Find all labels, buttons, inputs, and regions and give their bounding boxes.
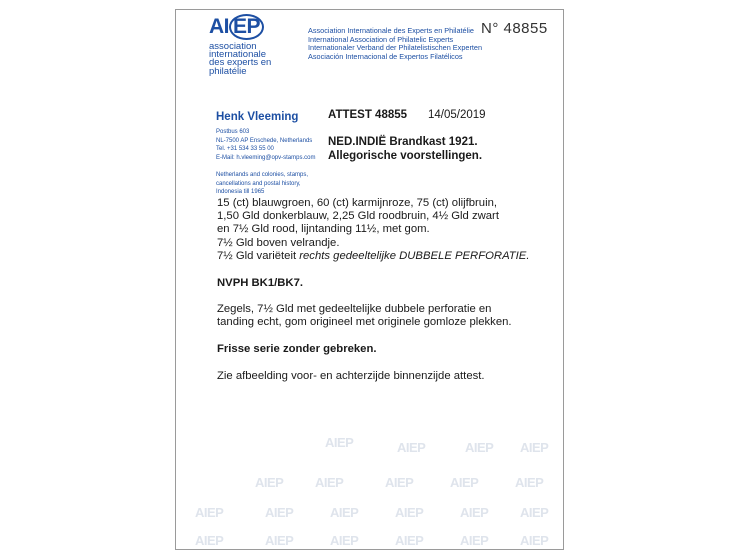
specialty-line: cancellations and postal history, <box>216 180 301 187</box>
watermark-logo: AIEP <box>195 505 224 520</box>
watermark-logo: AIEP <box>520 533 549 548</box>
association-name-en: International Association of Philatelic Experts <box>308 34 454 44</box>
association-names <box>308 27 482 62</box>
specialty-line: Indonesia till 1965 <box>216 189 265 196</box>
opinion-line: tanding echt, gom origineel met originele gomloze plekken. <box>217 316 512 329</box>
issue-title <box>328 135 482 163</box>
watermark-logo: AIEP <box>325 435 354 450</box>
description-line: 1,50 Gld donkerblauw, 2,25 Gld roodbruin, 4½ Gld zwart <box>217 210 499 223</box>
catalogue-reference: NVPH BK1/BK7. <box>217 277 304 289</box>
watermark-logo: AIEP <box>460 505 489 520</box>
logo-sub-line-2: internationale <box>209 49 267 60</box>
expert-address <box>216 128 315 162</box>
watermark-logo: AIEP <box>385 475 414 490</box>
watermark-logo: AIEP <box>315 475 344 490</box>
note: Zie afbeelding voor- en achterzijde binnenzijde attest. <box>217 370 485 382</box>
opinion-line: Zegels, 7½ Gld met gedeeltelijke dubbele perforatie en <box>217 303 492 315</box>
logo-mark-ep: EP <box>229 14 264 40</box>
watermark-logo: AIEP <box>330 505 359 520</box>
watermark-logo: AIEP <box>520 505 549 520</box>
description-line: 15 (ct) blauwgroen, 60 (ct) karmijnroze, 75 (ct) olijfbruin, <box>217 197 498 209</box>
issue-line-1: NED.INDIË Brandkast 1921. <box>328 136 478 148</box>
logo-mark <box>209 14 264 40</box>
watermark-logo: AIEP <box>255 475 284 490</box>
address-line: E-Mail: h.vleeming@opv-stamps.com <box>216 154 316 161</box>
description <box>217 197 529 263</box>
aiep-logo <box>209 14 304 77</box>
opinion <box>217 303 512 329</box>
watermark-pattern <box>175 430 564 550</box>
watermark-logo: AIEP <box>195 533 224 548</box>
expert-specialty <box>216 171 308 197</box>
address-line: Postbus 603 <box>216 129 250 135</box>
watermark-logo: AIEP <box>465 440 494 455</box>
watermark-logo: AIEP <box>520 440 549 455</box>
watermark-logo: AIEP <box>265 533 294 548</box>
association-name-fr: Association Internationale des Experts en Philatélie <box>308 26 474 35</box>
issue-line-2: Allegorische voorstellingen. <box>328 150 483 162</box>
variety-italic-text: rechts gedeeltelijke DUBBELE PERFORATIE. <box>299 249 530 262</box>
watermark-logo: AIEP <box>265 505 294 520</box>
watermark-logo: AIEP <box>460 533 489 548</box>
association-name-es: Asociación Internacional de Expertos Filatélicos <box>308 52 463 62</box>
address-line: NL-7500 AP Enschede, Netherlands <box>216 137 313 144</box>
watermark-logo: AIEP <box>395 505 424 520</box>
watermark-logo: AIEP <box>330 533 359 548</box>
watermark-logo: AIEP <box>397 440 426 455</box>
description-line <box>217 250 529 263</box>
conclusion: Frisse serie zonder gebreken. <box>217 343 377 355</box>
address-line: Tel. +31 534 33 55 00 <box>216 146 274 153</box>
variety-text: 7½ Gld variëteit <box>217 249 300 262</box>
watermark-logo: AIEP <box>515 475 544 490</box>
specialty-line: Netherlands and colonies, stamps, <box>216 172 309 178</box>
description-line: en 7½ Gld rood, lijntanding 11½, met gom. <box>217 223 430 236</box>
watermark-logo: AIEP <box>395 533 424 548</box>
description-line: 7½ Gld boven velrandje. <box>217 236 340 249</box>
certificate-number: N° 48855 <box>481 20 548 37</box>
attest-title: ATTEST 48855 <box>328 109 408 121</box>
expert-name: Henk Vleeming <box>216 111 299 123</box>
watermark-logo: AIEP <box>450 475 479 490</box>
logo-mark-ai: AI <box>209 15 229 38</box>
attest-date: 14/05/2019 <box>428 109 486 121</box>
logo-sub-line-1: association <box>209 41 257 52</box>
association-name-de: Internationaler Verband der Philatelistischen Experten <box>308 43 483 53</box>
logo-sub-line-3: des experts en philatélie <box>209 57 272 77</box>
